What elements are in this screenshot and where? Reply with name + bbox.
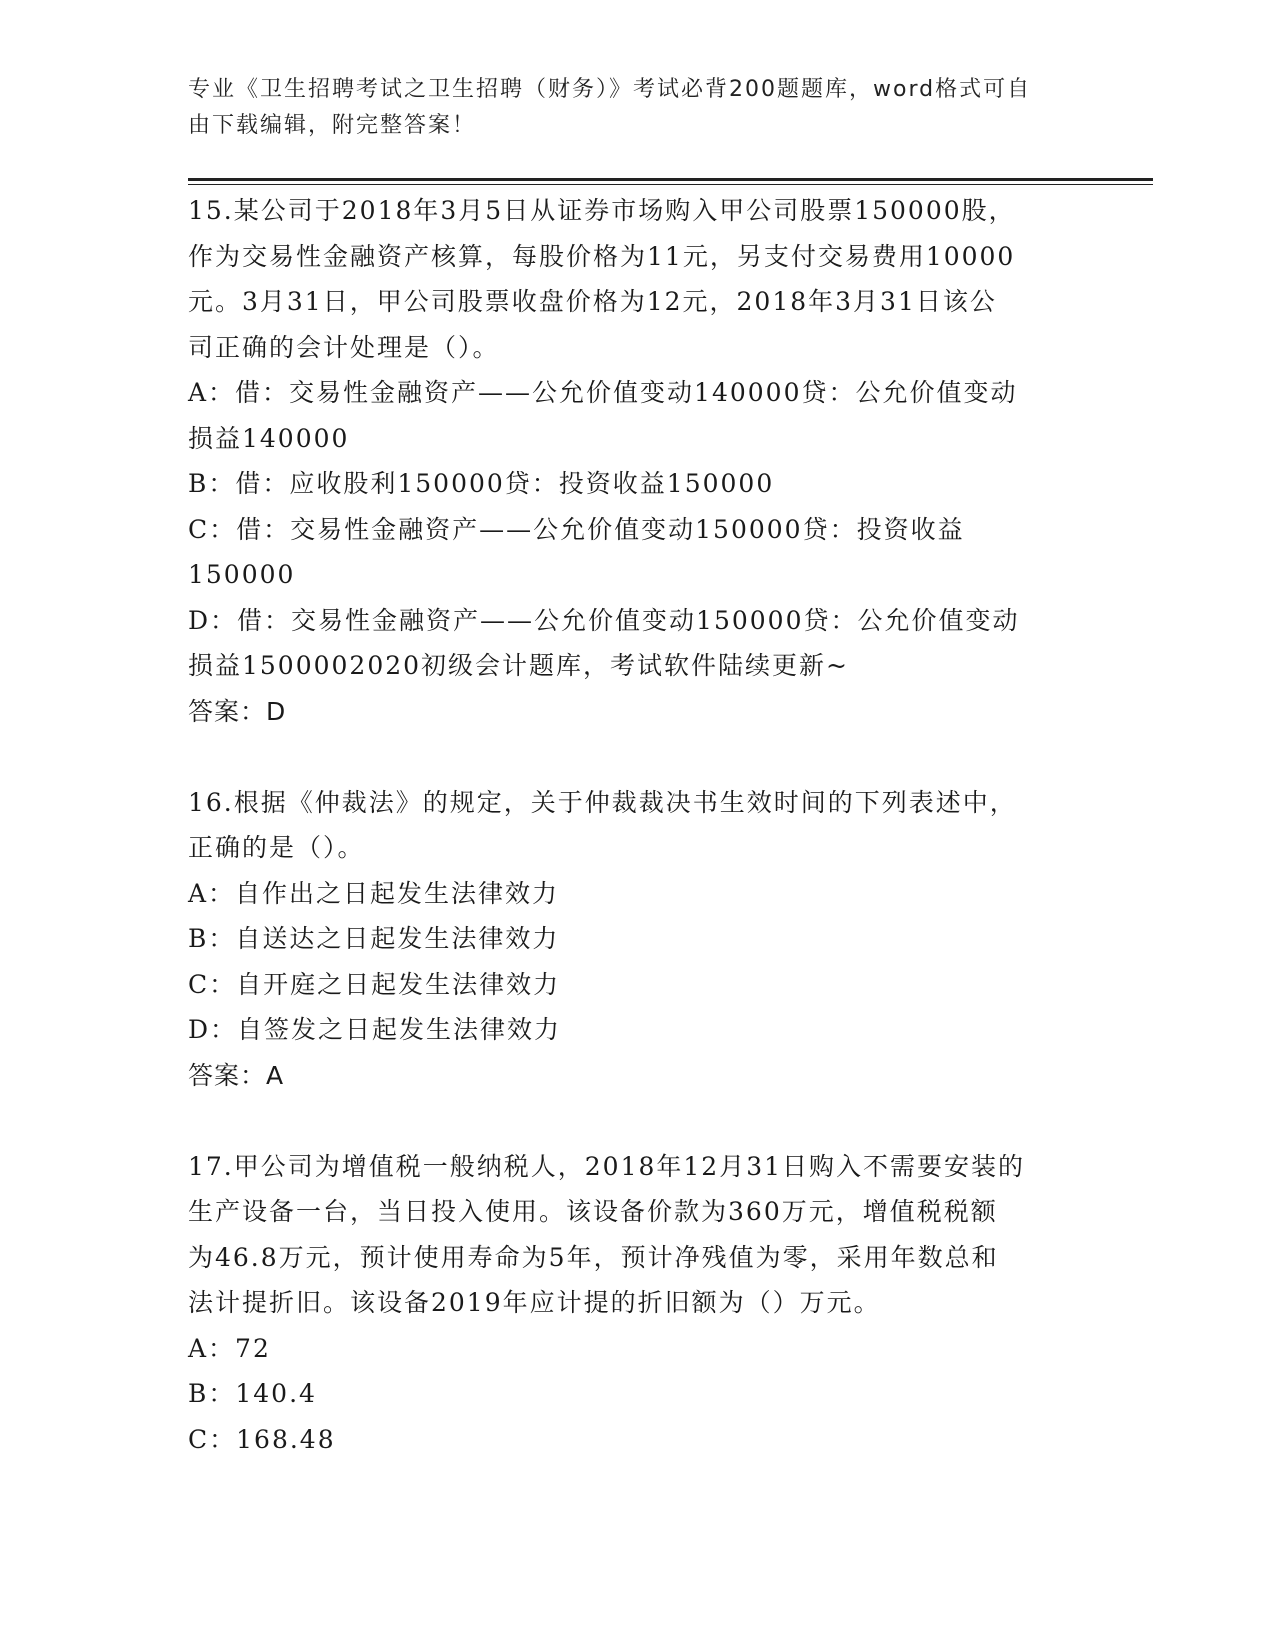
- question-text-line: 生产设备一台，当日投入使用。该设备价款为360万元，增值税税额: [188, 1197, 998, 1226]
- option-b: B：借：应收股利150000贷：投资收益150000: [188, 469, 775, 498]
- question-list: [188, 188, 1068, 1462]
- question-text-line: 司正确的会计处理是（）。: [188, 332, 500, 362]
- option-a: A：自作出之日起发生法律效力: [188, 878, 560, 908]
- answer-label: 答案：A: [188, 1060, 285, 1090]
- header-line-1: 专业《卫生招聘考试之卫生招聘（财务）》考试必背200题题库，word格式可自: [188, 77, 1032, 102]
- option-c: C：借：交易性金融资产——公允价值变动150000贷：投资收益: [188, 514, 965, 544]
- question-text-line: 法计提折旧。该设备2019年应计提的折旧额为（）万元。: [188, 1288, 881, 1317]
- option-b: B：自送达之日起发生法律效力: [188, 924, 560, 953]
- question-17: [188, 1144, 1068, 1463]
- question-text-line: 正确的是（）。: [188, 833, 365, 862]
- option-d-continued: 损益1500002020初级会计题库，考试软件陆续更新~: [188, 651, 850, 680]
- question-text-line: 17.甲公司为增值税一般纳税人，2018年12月31日购入不需要安装的: [188, 1151, 1026, 1181]
- question-spacer: [188, 1098, 1068, 1144]
- option-c: C：自开庭之日起发生法律效力: [188, 969, 561, 999]
- question-16: [188, 780, 1068, 1099]
- question-15: [188, 188, 1068, 734]
- question-text-line: 为46.8万元，预计使用寿命为5年，预计净残值为零，采用年数总和: [188, 1242, 999, 1272]
- header-divider-thin: [188, 184, 1153, 185]
- header-divider-thick: [188, 178, 1153, 181]
- document-header: [188, 72, 1068, 144]
- question-text-line: 元。3月31日，甲公司股票收盘价格为12元，2018年3月31日该公: [188, 287, 997, 316]
- option-a-continued: 损益140000: [188, 423, 350, 453]
- question-text-line: 15.某公司于2018年3月5日从证券市场购入甲公司股票150000股，: [188, 196, 1016, 225]
- option-d: D：借：交易性金融资产——公允价值变动150000贷：公允价值变动: [188, 605, 1020, 635]
- option-c: C：168.48: [188, 1424, 336, 1454]
- option-c-continued: 150000: [188, 560, 296, 589]
- header-line-2: 由下载编辑，附完整答案！: [188, 113, 477, 138]
- question-text-line: 作为交易性金融资产核算，每股价格为11元，另支付交易费用10000: [188, 241, 1016, 271]
- option-a: A：借：交易性金融资产——公允价值变动140000贷：公允价值变动: [188, 378, 1018, 407]
- option-a: A：72: [188, 1333, 271, 1363]
- option-d: D：自签发之日起发生法律效力: [188, 1015, 562, 1044]
- question-spacer: [188, 734, 1068, 780]
- question-text-line: 16.根据《仲裁法》的规定，关于仲裁裁决书生效时间的下列表述中，: [188, 787, 1017, 817]
- option-b: B：140.4: [188, 1379, 317, 1408]
- answer-label: 答案：D: [188, 696, 287, 726]
